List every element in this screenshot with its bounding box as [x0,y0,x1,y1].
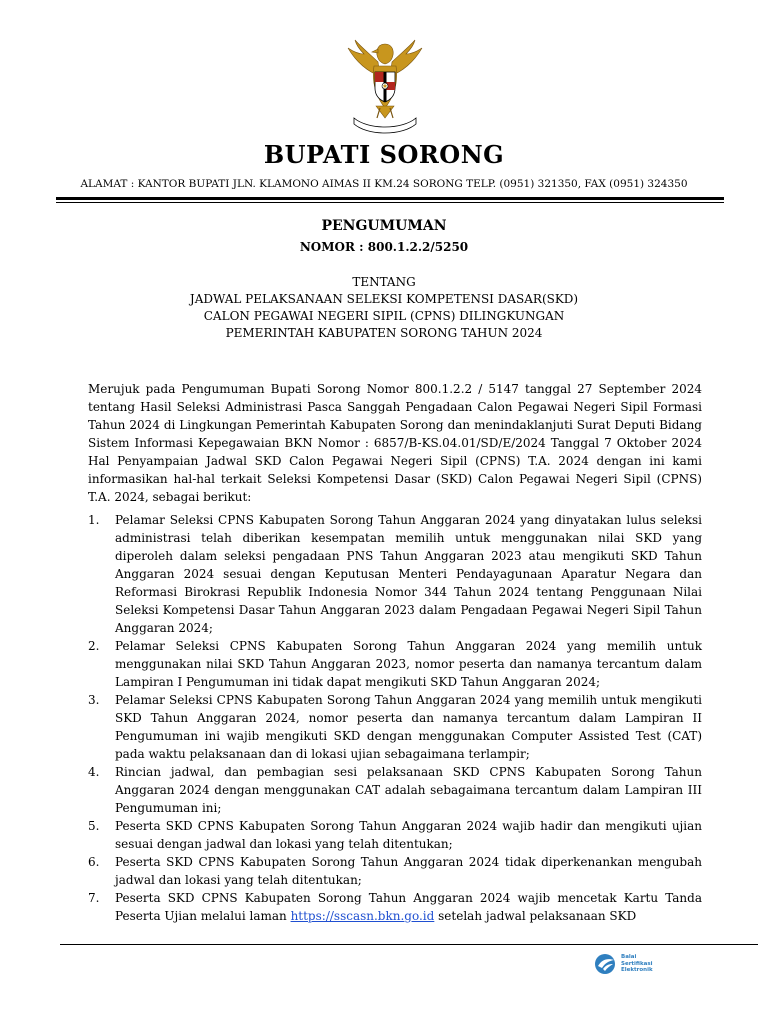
garuda-emblem-icon [340,36,430,136]
office-address: ALAMAT : KANTOR BUPATI JLN. KLAMONO AIMAS II KM.24 SORONG TELP. (0951) 321350, FAX (0951) 324350 [80,178,688,190]
bsre-logo-icon [594,953,618,975]
announcement-title: PENGUMUMAN [321,218,447,234]
list-item-text: Pelamar Seleksi CPNS Kabupaten Sorong Tahun Anggaran 2024 yang memilih untuk menggunakan nilai SKD Tahun Anggaran 2023, nomor peserta dan namanya tercantum dalam Lampiran I Pengumuman ini tidak dapat mengikuti SKD Tahun Anggaran 2024; [115,639,702,689]
list-item [88,637,702,691]
bsre-line: Sertifikasi [621,960,653,967]
subject-line: CALON PEGAWAI NEGERI SIPIL (CPNS) DILINGKUNGAN [203,309,565,323]
list-item-number: 5. [88,819,100,833]
announcement-number: NOMOR : 800.1.2.2/5250 [299,240,469,254]
sscasn-link[interactable]: https://sscasn.bkn.go.id [290,909,435,923]
subject-line: PEMERINTAH KABUPATEN SORONG TAHUN 2024 [225,326,543,340]
list-item-text: setelah jadwal pelaksanaan SKD [434,909,637,923]
list-item-text: Pelamar Seleksi CPNS Kabupaten Sorong Tahun Anggaran 2024 yang memilih untuk mengikuti SKD Tahun Anggaran 2024, nomor peserta dan namanya tercantum dalam Lampiran II Pengumuman ini wajib mengikuti SKD dengan menggunakan Computer Assisted Test (CAT) pada waktu pelaksanaan dan di lokasi ujian sebagaimana terlampir; [115,693,702,761]
list-item [88,853,702,889]
list-item [88,763,702,817]
letterhead-rule-thin [56,202,724,203]
intro-paragraph: Merujuk pada Pengumuman Bupati Sorong Nomor 800.1.2.2 / 5147 tanggal 27 September 2024 tentang Hasil Seleksi Administrasi Pasca Sanggah Pengadaan Calon Pegawai Negeri Sipil Formasi Tahun 2024 di Lingkungan Pemerintah Kabupaten Sorong dan menindaklanjuti Surat Deputi Bidang Sistem Informasi Kepegawaian BKN Nomor : 6857/B-KS.04.01/SD/E/2024 Tanggal 7 Oktober 2024 Hal Penyampaian Jadwal SKD Calon Pegawai Negeri Sipil (CPNS) T.A. 2024 dengan ini kami informasikan hal-hal terkait Seleksi Kompetensi Dasar (SKD) Calon Pegawai Negeri Sipil (CPNS) T.A. 2024, sebagai berikut: [88,382,702,504]
list-item [88,889,702,925]
list-item-number: 3. [88,693,100,707]
announcement-subject [0,274,768,342]
list-item-number: 4. [88,765,100,779]
list-item-text: Peserta SKD CPNS Kabupaten Sorong Tahun Anggaran 2024 tidak diperkenankan mengubah jadwal dan lokasi yang telah ditentukan; [115,855,702,887]
subject-line: JADWAL PELAKSANAAN SELEKSI KOMPETENSI DASAR(SKD) [189,292,579,306]
list-item-number: 2. [88,639,100,653]
list-item [88,817,702,853]
footer-rule [60,944,758,945]
list-item [88,691,702,763]
bsre-logo-text [621,954,653,974]
list-item-text: Rincian jadwal, dan pembagian sesi pelaksanaan SKD CPNS Kabupaten Sorong Tahun Anggaran 2024 dengan menggunakan CAT adalah sebagaimana tercantum dalam Lampiran III Pengumuman ini; [115,765,702,815]
list-item-number: 6. [88,855,100,869]
list-item-number: 7. [88,891,100,905]
announcement-list [88,511,702,925]
bsre-logo [594,951,674,977]
office-title: BUPATI SORONG [263,140,505,169]
list-item-text: Peserta SKD CPNS Kabupaten Sorong Tahun Anggaran 2024 wajib hadir dan mengikuti ujian sesuai dengan jadwal dan lokasi yang telah ditentukan; [115,819,702,851]
subject-line: TENTANG [352,275,416,289]
bsre-line: Elektronik [621,967,653,973]
list-item-text: Pelamar Seleksi CPNS Kabupaten Sorong Tahun Anggaran 2024 yang dinyatakan lulus seleksi administrasi telah diberikan kesempatan memilih untuk menggunakan nilai SKD yang diperoleh dalam seleksi pengadaan PNS Tahun Anggaran 2023 atau mengikuti SKD Tahun Anggaran 2024 sesuai dengan Keputusan Menteri Pendayagunaan Aparatur Negara dan Reformasi Birokrasi Republik Indonesia Nomor 344 Tahun 2024 tentang Penggunaan Nilai Seleksi Kompetensi Dasar Tahun Anggaran 2023 dalam Pengadaan Pegawai Negeri Sipil Tahun Anggaran 2024; [115,513,702,635]
list-item-number: 1. [88,513,100,527]
bsre-line: Balai [621,954,637,960]
letterhead-rule-thick [56,197,724,200]
list-item [88,511,702,637]
list-item-text: Peserta SKD CPNS Kabupaten Sorong Tahun Anggaran 2024 wajib mencetak Kartu Tanda Peserta Ujian melalui laman [115,891,702,923]
garuda-emblem-svg [340,36,430,136]
